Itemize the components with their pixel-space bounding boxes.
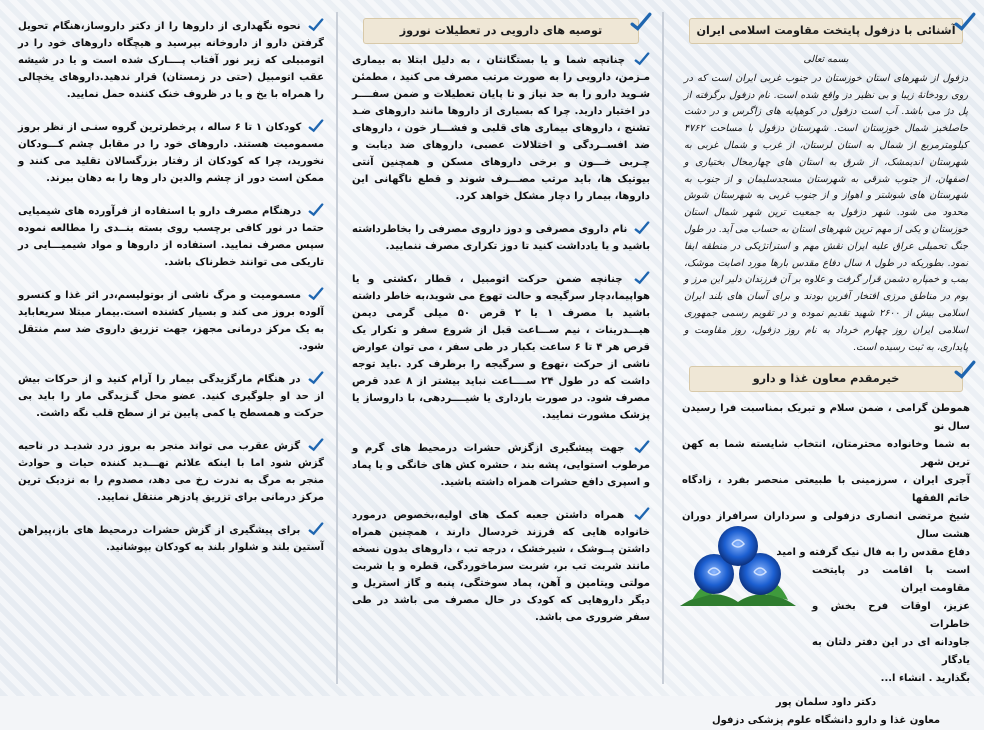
- section-title: خیرمقدم معاون غذا و دارو: [752, 372, 900, 386]
- middle-column: [340, 0, 662, 696]
- tip-item: [352, 52, 650, 205]
- welcome-line: هموطن گرامی ، ضمن سلام و تبریک بمناسبت فرا رسیدن سال نو: [682, 403, 970, 433]
- check-icon: [954, 11, 976, 33]
- welcome-line: شیخ مرتضی انصاری دزفولی و سرداران سرافراز دوران هشت سال: [682, 511, 970, 541]
- check-icon: [308, 119, 324, 133]
- check-icon: [954, 359, 976, 381]
- welcome-line: به شما وخانواده محترمتان، انتخاب شایسته شما به کهن ترین شهر: [682, 439, 970, 469]
- rose-image-icon: [674, 520, 802, 612]
- welcome-line: بگذارید . انشاء ا...: [880, 673, 970, 685]
- check-icon: [634, 271, 650, 285]
- welcome-line: عزیز، اوقات فرح بخش و خاطرات: [812, 601, 970, 631]
- intro-text: دزفول از شهرهای استان خوزستان در جنوب غربی ایران است که در روی رودخانهٔ زیبا و بی نظیر دز واقع شده است. نام دزفول برگرفته از پل دژ می باشد. آب است دزفول در کوهپایه های زاگرس و در دشت حاصلخیز شمال خوزستان است. شهرستان دزفول با مساحت ۴۷۶۲ کیلومترمربع از شمال به استان لرستان، از غرب و شمال غربی به شهرستان اندیمشک، از شرق به استان های چهارمحال بختیاری و اصفهان، از جنوب شرقی به شهرستان مسجدسلیمان و از جنوب به شهرستان های شوشتر و اهواز و از جنوب غربی به شهرستان شوش محدود می شود. شهر دزفول به جمعیت ترین شهر شمال استان خوزستان و یکی از مهم ترین شهرهای استان به حساب می آید. در طول جنگ تحمیلی عراق علیه ایران نقش مهم و استراتژیکی در منطقه ایفا نمود. بطوریکه در طول ۸ سال دفاع مقدس بارها مورد اصابت موشک، بمب و خمپاره دشمن قرار گرفت و علاوه بر آن فرزندان دلیر این مرز و بوم در مناطق مرزی افتخار آفرین بودند و برای آسان های بلند ایران اسلامی بیش از ۲۶۰۰ شهید تقدیم نموده و در تقویم رسمی جمهوری اسلامی ایران روز چهارم خرداد به نام روز دزفول، روز مقاومت و پایداری، به ثبت رسیده است.: [684, 72, 969, 353]
- column-divider: [336, 12, 338, 684]
- tip-text: درهنگام مصرف دارو یا استفاده از فرآورده های شیمیایی حتما در نور کافی برچسب روی بسته بنــدی را مطالعه نموده سپس مصرف نمایید. استفاده از داروها و مواد شیمیـــایی در تاریکی می توانند خطرناک باشد.: [18, 206, 324, 268]
- check-icon: [634, 221, 650, 235]
- check-icon: [634, 52, 650, 66]
- tip-item: [18, 287, 324, 355]
- check-icon: [308, 522, 324, 536]
- check-icon: [630, 11, 652, 33]
- tip-text: کودکان ۱ تا ۶ ساله ، پرخطرترین گروه سنـی از نظر بروز مسمومیت هستند. داروهای خود را در مقابل چشم کـــودکان نخورید، چرا که کودکان از رفتار بزرگسالان تقلید می کنند و ممکن است دور از چشم والدین دار وها را به دهان ببرند.: [18, 122, 324, 184]
- tip-item: [18, 522, 324, 556]
- tip-item: [352, 440, 650, 491]
- tip-item: [352, 507, 650, 626]
- section-title: آشنائی با دزفول پایتخت مقاومت اسلامی ایران: [696, 24, 956, 37]
- tip-item: [18, 119, 324, 187]
- section-header: [689, 18, 963, 44]
- check-icon: [308, 371, 324, 385]
- check-icon: [308, 18, 324, 32]
- column-divider: [662, 12, 664, 684]
- signature: [678, 694, 974, 730]
- left-column: [0, 0, 336, 696]
- tip-text: نام داروی مصرفی و دوز داروی مصرفی را بخاطرداشته باشید و یا یادداشت کنید تا دوز تکراری مصرف ننمایید.: [352, 224, 650, 252]
- check-icon: [308, 203, 324, 217]
- tip-text: همراه داشتن جعبه کمک های اولیه،بخصوص درمورد خانواده هایی که فرزند خردسال دارند ، همچنین همراه داشتن پــوشک ، شیرخشک ، درجه تب ، داروهای بدون نسخه مانند شربت تب بر، شربت سرماخوردگی، قطره و یا شربت مولتی ویتامین و آهن، پماد سوختگی، پنبه و گاز استریل و دیگر داروهایی که کودک در حال مصرف می باشد در طی سفر ضروری می باشد.: [352, 510, 650, 623]
- tip-text: چنانچه ضمن حرکت اتومبیل ، قطار ،کشتی و یا هواپیما،دچار سرگیجه و حالت تهوع می شوید،به خاطر داشته باشید با مصرف ۱ یا ۲ قرص ۵۰ میلی گرمی دیمن هیـــدرینات ، نیم ســـاعت قبل از شروع سفر و تکرار یک قرص هر ۴ تا ۶ ساعت یکبار در طی سفر ، می توان عوارض ناشی از حرکت ،تهوع و سرگیجه را برطرف کرد .باید توجه داشت که در طول ۲۴ ســــاعت نباید بیشتر از ۸ عدد قرص مصرف شود. در صورت بارداری یا شیــــردهی، با داروساز یا پزشک مشورت نمایید.: [352, 274, 651, 421]
- check-icon: [634, 507, 650, 521]
- welcome-line: جاودانه ای در این دفتر دلتان به یادگار: [812, 637, 970, 667]
- check-icon: [634, 440, 650, 454]
- welcome-line: دفاع مقدس را به فال نیک گرفته و امید: [776, 547, 970, 559]
- tip-item: [18, 438, 324, 506]
- tip-text: نحوه نگهداری از داروها را از دکتر داروساز،هنگام تحویل گرفتن دارو از داروخانه بپرسید و هیچگاه داروهای خود را در اتومبیلی که زیر نور آفتاب پــــارک شده است و یا در شیشه عقب اتومبیل (حتی در زمستان) قرار ندهید.داروهای یخچالی را همراه با یخ و یا در ظروف خنک کننده حمل نمایید.: [18, 21, 324, 100]
- check-icon: [308, 287, 324, 301]
- section-header: [363, 18, 639, 44]
- section-title: توصیه های دارویی در تعطیلات نوروز: [399, 24, 603, 37]
- signature-title: معاون غذا و دارو دانشگاه علوم پزشکی دزفول: [711, 715, 941, 727]
- tip-text: مسمومیت و مرگ ناشی از بوتولیسم،در اثر غذا و کنسرو آلوده بروز می کند و بسیار کشنده است.بیمار مبتلا سریعاباید به یک مرکز درمانی مجهز، جهت تزریق داروی ضد سم منتقل شود.: [18, 290, 324, 352]
- tip-text: چنانچه شما و یا بستگانتان ، به دلیل ابتلا به بیماری مـزمن، دارویی را به صورت مرتب مصرف می کنید ، مطمئن شـوید دارو را به حد نیاز و تا پایان تعطیلات و ضمن سفــــر در اختیار دارید. چرا که بسیاری از داروها مانند داروهای ضـد تشنج ، داروهای بیماری های قلبی و فشـــار خون ، داروهای ضد افســردگی و اختلالات عصبی، داروهای ضد دیابت و چـربی خـــون و برخی داروهای مسکن و همچنین آنتی بیوتیک ها، باید مرتب مصـــرف شوند و قطع ناگهانی این داروها، بیمار را دچار مشکل خواهد کرد.: [352, 55, 650, 202]
- tip-text: جهت پیشگیری ازگزش حشرات درمحیط های گرم و مرطوب استوایی، پشه بند ، حشره کش های خانگی و یا پماد و اسپری دافع حشرات همراه داشته باشید.: [352, 443, 650, 488]
- dezful-intro: [684, 52, 968, 356]
- section-header: [689, 366, 963, 392]
- tip-text: در هنگام مارگزیدگی بیمار را آرام کنید و از حرکات بیش از حد او جلوگیری کنید. عضو محل گـزیدگی مار را باید بی حرکت و همسطح یا کمی پایین تر از سطح قلب نگه داشت.: [18, 374, 324, 419]
- tip-text: گزش عقرب می تواند منجر به بروز درد شدیـد در ناحیه گزش شود اما با اینکه علائم تهـــدید کننده حیات و حوادث منجر به مرگ به ندرت رخ می دهد، مصدوم را به نزدیک ترین مرکز درمانی برای تزریق پادزهر منتقل نمایید.: [18, 441, 324, 503]
- tip-item: [352, 271, 650, 424]
- tip-item: [18, 203, 324, 271]
- welcome-line: آجری ایران ، سرزمینی با طبیعتی منحصر بفرد ، زادگاه خاتم الفقها: [682, 475, 970, 505]
- signature-name: دکتر داود سلمان پور: [775, 697, 877, 709]
- tip-text: برای پیشگیری از گزش حشرات درمحیط های باز،پیراهن آستین بلند و شلوار بلند به کودکان بپوشانید.: [18, 525, 324, 553]
- tip-item: [18, 18, 324, 103]
- tip-item: [18, 371, 324, 422]
- bismillah: بسمه تعالی: [803, 54, 849, 65]
- welcome-line: است با اقامت در پایتخت مقاومت ایران: [812, 565, 970, 595]
- check-icon: [308, 438, 324, 452]
- tip-item: [352, 221, 650, 255]
